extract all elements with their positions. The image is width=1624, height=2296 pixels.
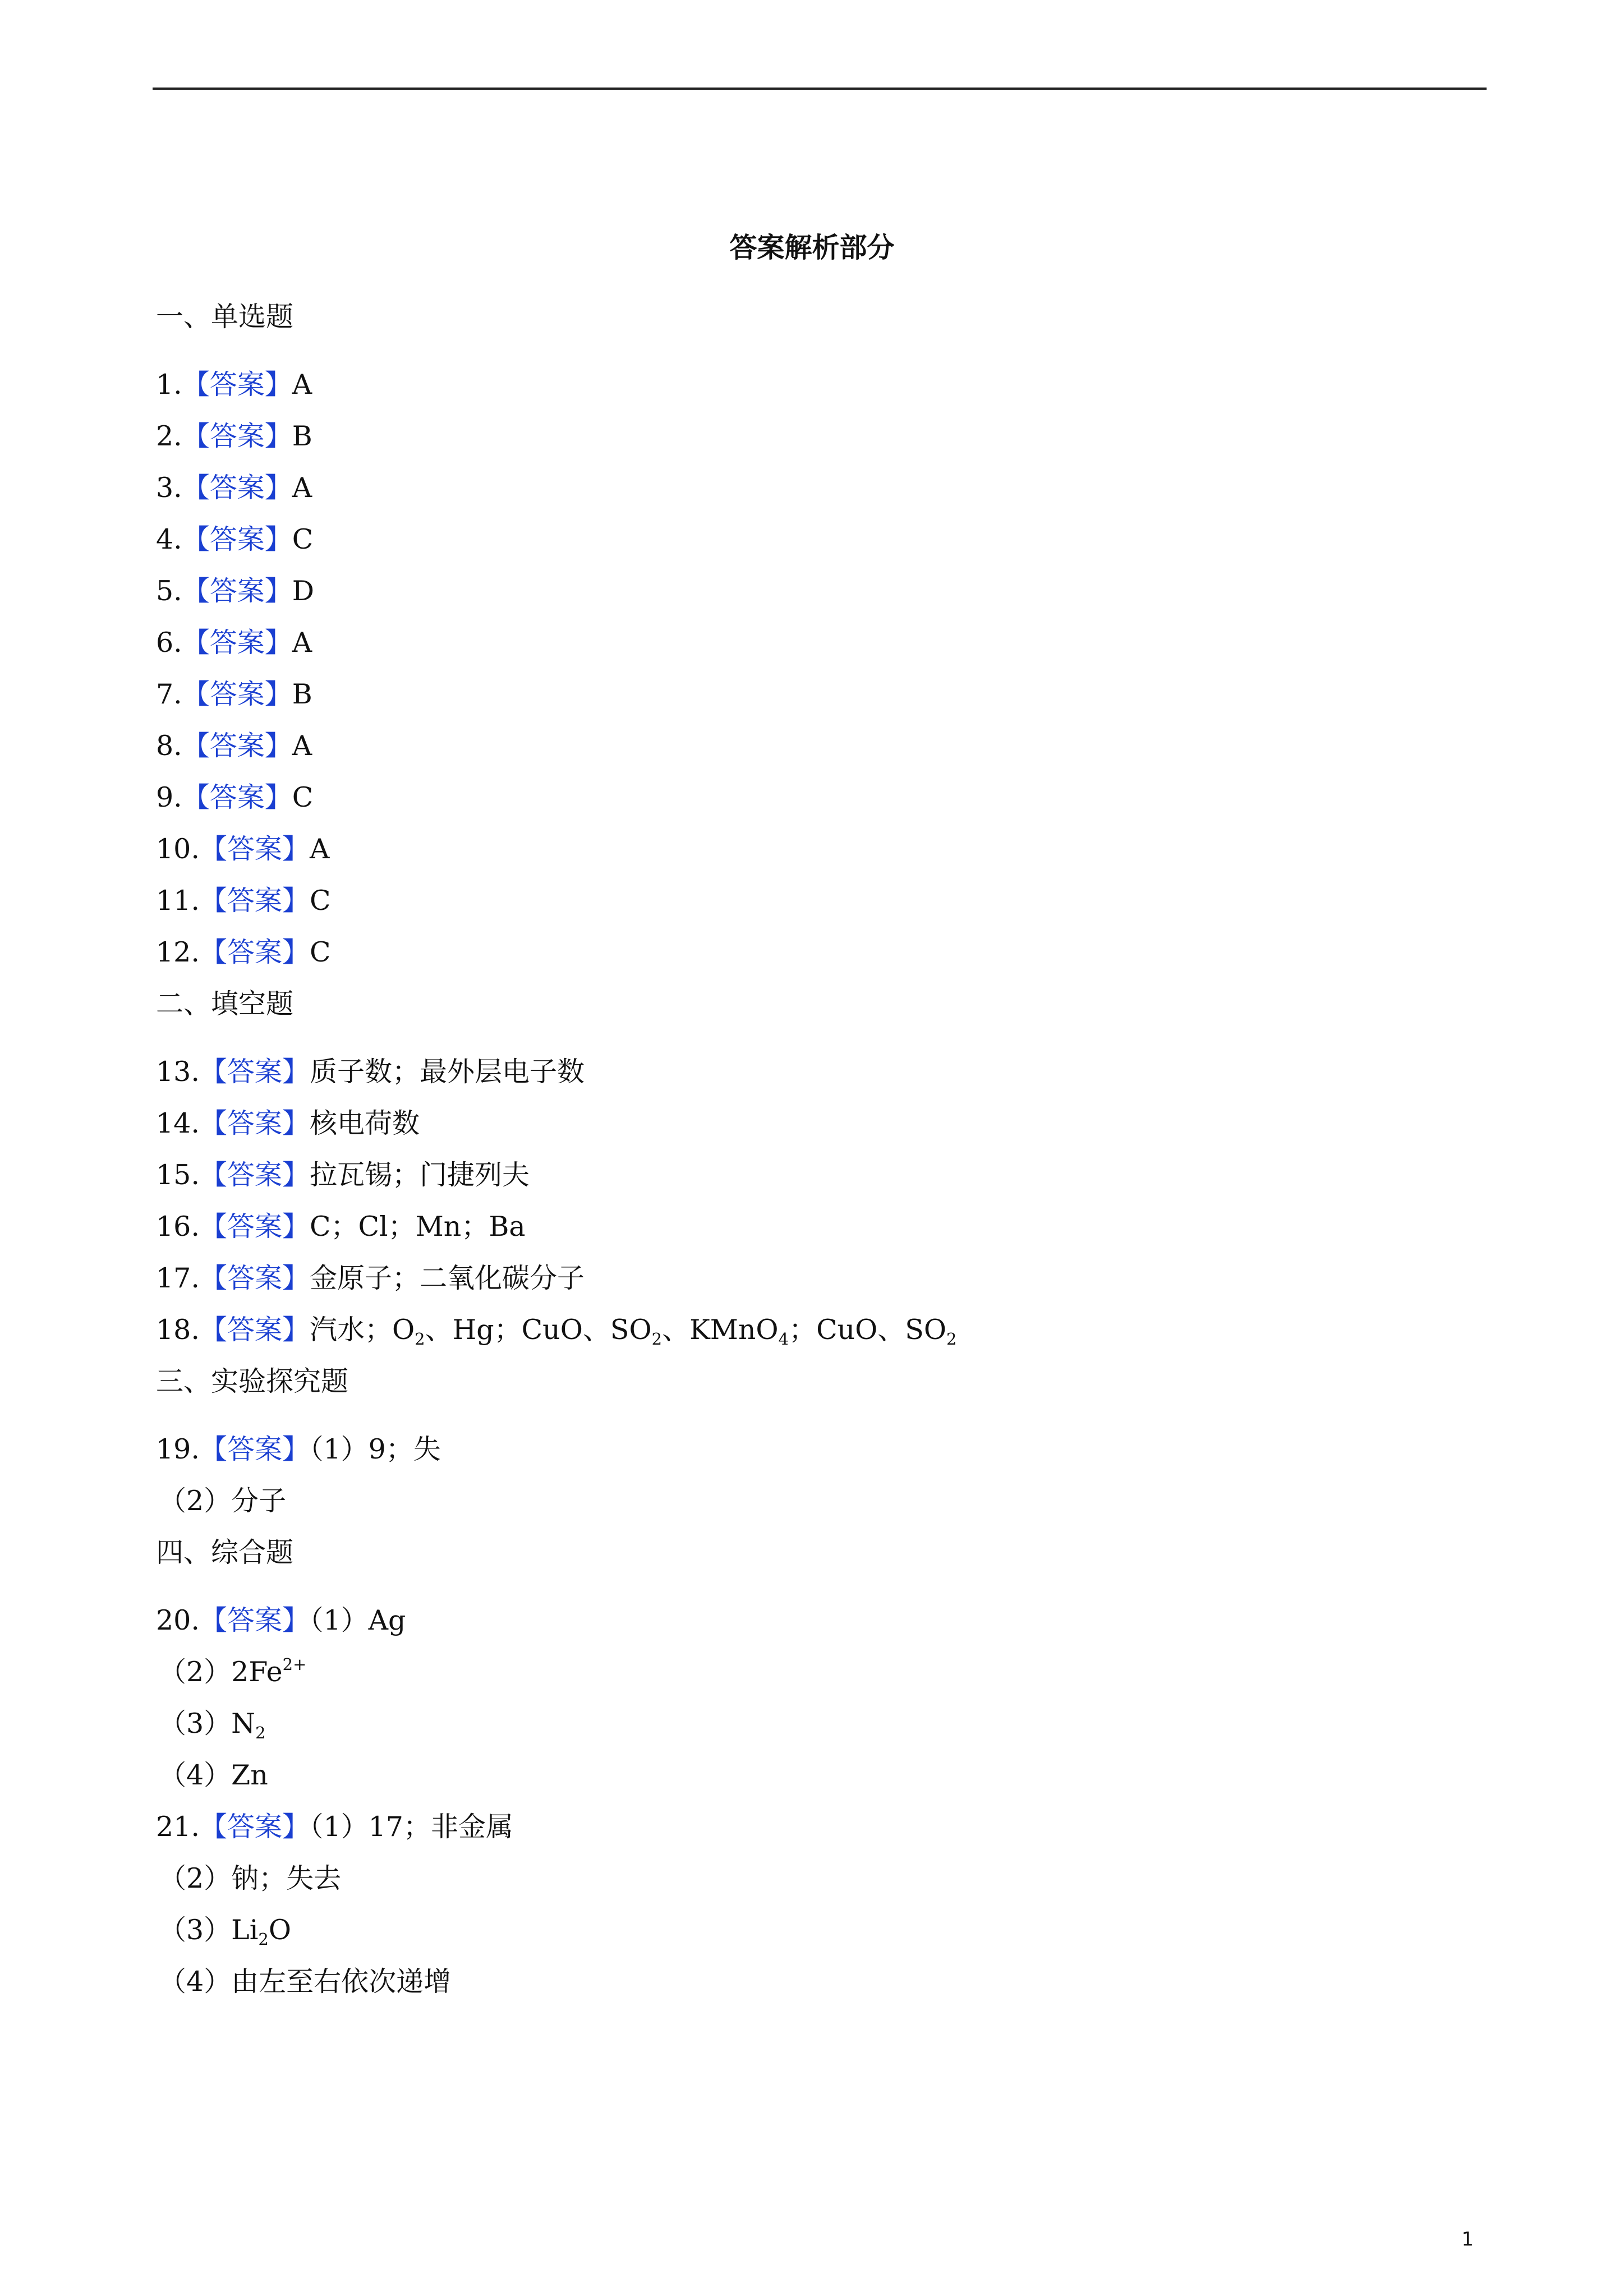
answer-line-7 bbox=[156, 673, 312, 716]
answer-tag: 【答案】 bbox=[182, 781, 292, 813]
answer-text: B bbox=[292, 678, 312, 710]
answer-line-12 bbox=[156, 931, 330, 974]
answer-text: 核电荷数 bbox=[309, 1107, 420, 1139]
answer-tag: 【答案】 bbox=[182, 369, 292, 401]
question-number: 14. bbox=[156, 1107, 200, 1139]
question-number: 19. bbox=[156, 1433, 200, 1465]
answer-tag: 【答案】 bbox=[199, 1211, 310, 1243]
section-heading-single-choice: 一、单选题 bbox=[156, 301, 294, 333]
answer-tag: 【答案】 bbox=[199, 1604, 310, 1636]
answer-text: A bbox=[292, 730, 312, 762]
answer-text: C bbox=[292, 523, 314, 555]
answer-tag: 【答案】 bbox=[199, 1811, 310, 1843]
answer-text: （1）9；失 bbox=[309, 1433, 441, 1465]
answer-line-3 bbox=[156, 467, 312, 509]
answer-text: A bbox=[292, 627, 312, 659]
answer-subpart-20-2 bbox=[159, 1651, 306, 1694]
question-number: 5. bbox=[156, 575, 182, 607]
answer-line-4 bbox=[156, 518, 313, 561]
answer-tag: 【答案】 bbox=[182, 730, 292, 762]
answer-tag: 【答案】 bbox=[182, 627, 292, 659]
answer-tag: 【答案】 bbox=[182, 472, 292, 504]
subscript: 2 bbox=[258, 1930, 269, 1949]
question-number: 17. bbox=[156, 1262, 200, 1294]
question-number: 10. bbox=[156, 833, 200, 865]
answer-tag: 【答案】 bbox=[199, 936, 310, 968]
answer-tag: 【答案】 bbox=[199, 1314, 310, 1346]
question-number: 13. bbox=[156, 1056, 200, 1088]
answer-line-2 bbox=[156, 415, 312, 458]
subscript: 2 bbox=[651, 1329, 663, 1349]
subscript: 2 bbox=[415, 1329, 425, 1349]
answer-text: D bbox=[292, 575, 315, 607]
answer-tag: 【答案】 bbox=[182, 523, 292, 555]
question-number: 16. bbox=[156, 1211, 200, 1243]
answer-line-11 bbox=[156, 880, 330, 922]
section-heading-comprehensive: 四、综合题 bbox=[156, 1536, 294, 1568]
answer-line-9 bbox=[156, 776, 313, 819]
answer-tag: 【答案】 bbox=[199, 1159, 310, 1191]
header-rule bbox=[153, 88, 1487, 90]
answer-line-15 bbox=[156, 1154, 530, 1197]
answer-text-part: 、KMnO bbox=[662, 1314, 779, 1346]
answer-text-part: 、Hg；CuO、SO bbox=[425, 1314, 652, 1346]
answer-text: B bbox=[292, 420, 312, 452]
answer-text-part: （2）2Fe bbox=[159, 1656, 283, 1688]
answer-line-21 bbox=[156, 1806, 513, 1848]
answer-line-19 bbox=[156, 1428, 441, 1471]
question-number: 21. bbox=[156, 1811, 200, 1843]
question-number: 9. bbox=[156, 781, 182, 813]
question-number: 8. bbox=[156, 730, 182, 762]
answer-subpart-20-3 bbox=[159, 1703, 266, 1745]
superscript: 2+ bbox=[282, 1655, 307, 1674]
question-number: 20. bbox=[156, 1604, 200, 1636]
answer-tag: 【答案】 bbox=[199, 1433, 310, 1465]
answer-subpart-20-4: （4）Zn bbox=[159, 1759, 268, 1791]
answer-tag: 【答案】 bbox=[199, 1107, 310, 1139]
answer-tag: 【答案】 bbox=[199, 885, 310, 917]
answer-text: A bbox=[292, 369, 312, 401]
answer-line-1 bbox=[156, 364, 312, 406]
answer-text: C bbox=[292, 781, 314, 813]
answer-text-part: （3）N bbox=[159, 1708, 256, 1740]
answer-line-17 bbox=[156, 1257, 585, 1300]
answer-line-5 bbox=[156, 570, 314, 613]
question-number: 2. bbox=[156, 420, 182, 452]
answer-line-8 bbox=[156, 725, 312, 767]
question-number: 7. bbox=[156, 678, 182, 710]
answer-text-part: （3）Li bbox=[159, 1914, 259, 1946]
question-number: 18. bbox=[156, 1314, 200, 1346]
answer-subpart-21-3 bbox=[159, 1909, 291, 1952]
answer-subpart-19-2: （2）分子 bbox=[159, 1485, 287, 1517]
answer-subpart-21-4: （4）由左至右依次递增 bbox=[159, 1966, 452, 1998]
answer-text: 拉瓦锡；门捷列夫 bbox=[309, 1159, 530, 1191]
answer-text: C bbox=[309, 936, 331, 968]
answer-tag: 【答案】 bbox=[199, 1262, 310, 1294]
answer-tag: 【答案】 bbox=[182, 678, 292, 710]
question-number: 1. bbox=[156, 369, 182, 401]
answer-text-part: 汽水；O bbox=[309, 1314, 415, 1346]
answer-text: 质子数；最外层电子数 bbox=[309, 1056, 585, 1088]
answer-line-10 bbox=[156, 828, 329, 871]
answer-tag: 【答案】 bbox=[182, 420, 292, 452]
answer-text-part: ；CuO、SO bbox=[789, 1314, 947, 1346]
answer-text: （1）Ag bbox=[309, 1604, 406, 1636]
answer-line-16 bbox=[156, 1205, 526, 1248]
answer-text-part: O bbox=[268, 1914, 292, 1946]
question-number: 12. bbox=[156, 936, 200, 968]
subscript: 2 bbox=[946, 1329, 957, 1349]
answer-line-20 bbox=[156, 1599, 406, 1642]
answer-line-13 bbox=[156, 1051, 585, 1093]
answer-tag: 【答案】 bbox=[199, 833, 310, 865]
answer-subpart-21-2: （2）钠；失去 bbox=[159, 1862, 342, 1894]
answer-text: A bbox=[292, 472, 312, 504]
answer-text: （1）17；非金属 bbox=[309, 1811, 513, 1843]
answer-line-18 bbox=[156, 1309, 956, 1351]
page-title: 答案解析部分 bbox=[729, 232, 895, 264]
subscript: 2 bbox=[255, 1723, 266, 1742]
question-number: 4. bbox=[156, 523, 182, 555]
answer-text: A bbox=[309, 833, 330, 865]
page-number: 1 bbox=[1461, 2228, 1474, 2251]
question-number: 6. bbox=[156, 627, 182, 659]
answer-line-14 bbox=[156, 1102, 420, 1145]
answer-tag: 【答案】 bbox=[182, 575, 292, 607]
answer-tag: 【答案】 bbox=[199, 1056, 310, 1088]
subscript: 4 bbox=[778, 1329, 789, 1349]
question-number: 15. bbox=[156, 1159, 200, 1191]
answer-text: 金原子；二氧化碳分子 bbox=[309, 1262, 585, 1294]
answer-line-6 bbox=[156, 622, 312, 664]
question-number: 11. bbox=[156, 885, 200, 917]
answer-text: C bbox=[309, 885, 331, 917]
section-heading-fill-blank: 二、填空题 bbox=[156, 988, 294, 1020]
question-number: 3. bbox=[156, 472, 182, 504]
answer-text: C；Cl；Mn；Ba bbox=[309, 1211, 526, 1243]
section-heading-experiment: 三、实验探究题 bbox=[156, 1365, 349, 1397]
